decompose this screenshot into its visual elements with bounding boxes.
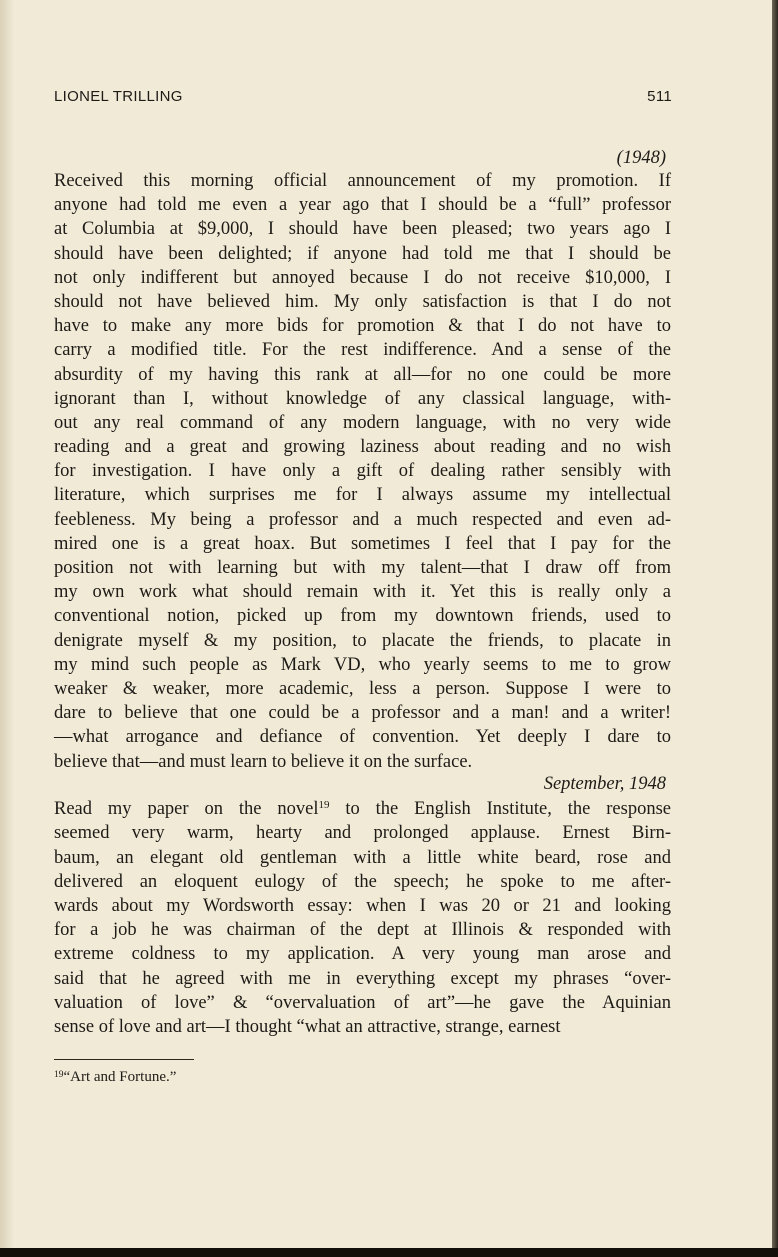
text-line: have to make any more bids for promotion & that I do not have to [54, 316, 671, 337]
text-line: at Columbia at $9,000, I should have been pleased; two years ago I [54, 219, 671, 240]
text-line: out any real command of any modern language, with no very wide [54, 412, 671, 433]
footnote [54, 1069, 176, 1086]
text-line: my mind such people as Mark VD, who yearly seems to me to grow [54, 654, 671, 675]
text-line: —what arrogance and defiance of convention. Yet deeply I dare to [54, 727, 671, 748]
text-line: for investigation. I have only a gift of dealing rather sensibly with [54, 461, 671, 482]
text-line: feebleness. My being a professor and a much respected and even ad- [54, 509, 671, 530]
text-line: mired one is a great hoax. But sometimes I feel that I pay for the [54, 533, 671, 554]
footnote-text: “Art and Fortune.” [63, 1069, 177, 1085]
text-line: wards about my Wordsworth essay: when I was 20 or 21 and looking [54, 895, 671, 916]
text-line: extreme coldness to my application. A very young man arose and [54, 944, 671, 965]
text-line [54, 797, 671, 821]
text-line: weaker & weaker, more academic, less a person. Suppose I were to [54, 678, 671, 699]
footnote-rule [54, 1059, 194, 1060]
text-line: denigrate myself & my position, to placate the friends, to placate in [54, 630, 671, 651]
text-line: literature, which surprises me for I always assume my intellectual [54, 485, 671, 506]
text-line: my own work what should remain with it. Yet this is really only a [54, 582, 671, 603]
text-line: anyone had told me even a year ago that I should be a “full” professor [54, 195, 671, 216]
text-line: conventional notion, picked up from my downtown friends, used to [54, 606, 671, 627]
text-line: not only indifferent but annoyed because I do not receive $10,000, I [54, 267, 671, 288]
text-line: believe that—and must learn to believe it on the surface. [54, 751, 473, 772]
gutter-shadow [0, 0, 14, 1248]
text-line: dare to believe that one could be a professor and a man! and a writer! [54, 703, 671, 724]
entry-date-september-1948: September, 1948 [543, 774, 666, 794]
text-line: should not have believed him. My only satisfaction is that I do not [54, 291, 671, 312]
footnote-reference: 19 [318, 799, 330, 812]
text-line: reading and a great and growing laziness about reading and no wish [54, 437, 671, 458]
text-line: seemed very warm, hearty and prolonged applause. Ernest Birn- [54, 823, 671, 844]
text-fragment: Read my paper on the novel [54, 799, 319, 820]
text-line: said that he agreed with me in everything except my phrases “over- [54, 968, 671, 989]
text-line: valuation of love” & “overvaluation of art”—he gave the Aquinian [54, 992, 671, 1013]
page-number: 511 [647, 88, 672, 105]
text-line: carry a modified title. For the rest indifference. And a sense of the [54, 340, 671, 361]
page-header [54, 88, 672, 108]
text-line: should have been delighted; if anyone had told me that I should be [54, 243, 671, 264]
text-line: position not with learning but with my talent—that I draw off from [54, 558, 671, 578]
scan-bottom-edge [0, 1248, 778, 1257]
text-fragment: to the English Institute, the response [329, 799, 671, 820]
diary-entry-1948 [54, 169, 671, 774]
page-edge-shadow [772, 0, 778, 1257]
text-line: absurdity of my having this rank at all—for no one could be more [54, 364, 671, 385]
diary-entry-september-1948 [54, 773, 671, 1039]
footnote-marker: 19 [54, 1070, 64, 1080]
text-line: ignorant than I, without knowledge of any classical language, with- [54, 388, 671, 409]
text-line: delivered an eloquent eulogy of the speech; he spoke to me after- [54, 871, 671, 892]
text-line: Received this morning official announcement of my promotion. If [54, 171, 671, 191]
entry-date-1948: (1948) [616, 148, 666, 168]
running-head: LIONEL TRILLING [54, 88, 183, 105]
text-line: sense of love and art—I thought “what an attractive, strange, earnest [54, 1016, 561, 1037]
text-line: baum, an elegant old gentleman with a little white beard, rose and [54, 847, 671, 868]
text-line: for a job he was chairman of the dept at Illinois & responded with [54, 920, 671, 941]
